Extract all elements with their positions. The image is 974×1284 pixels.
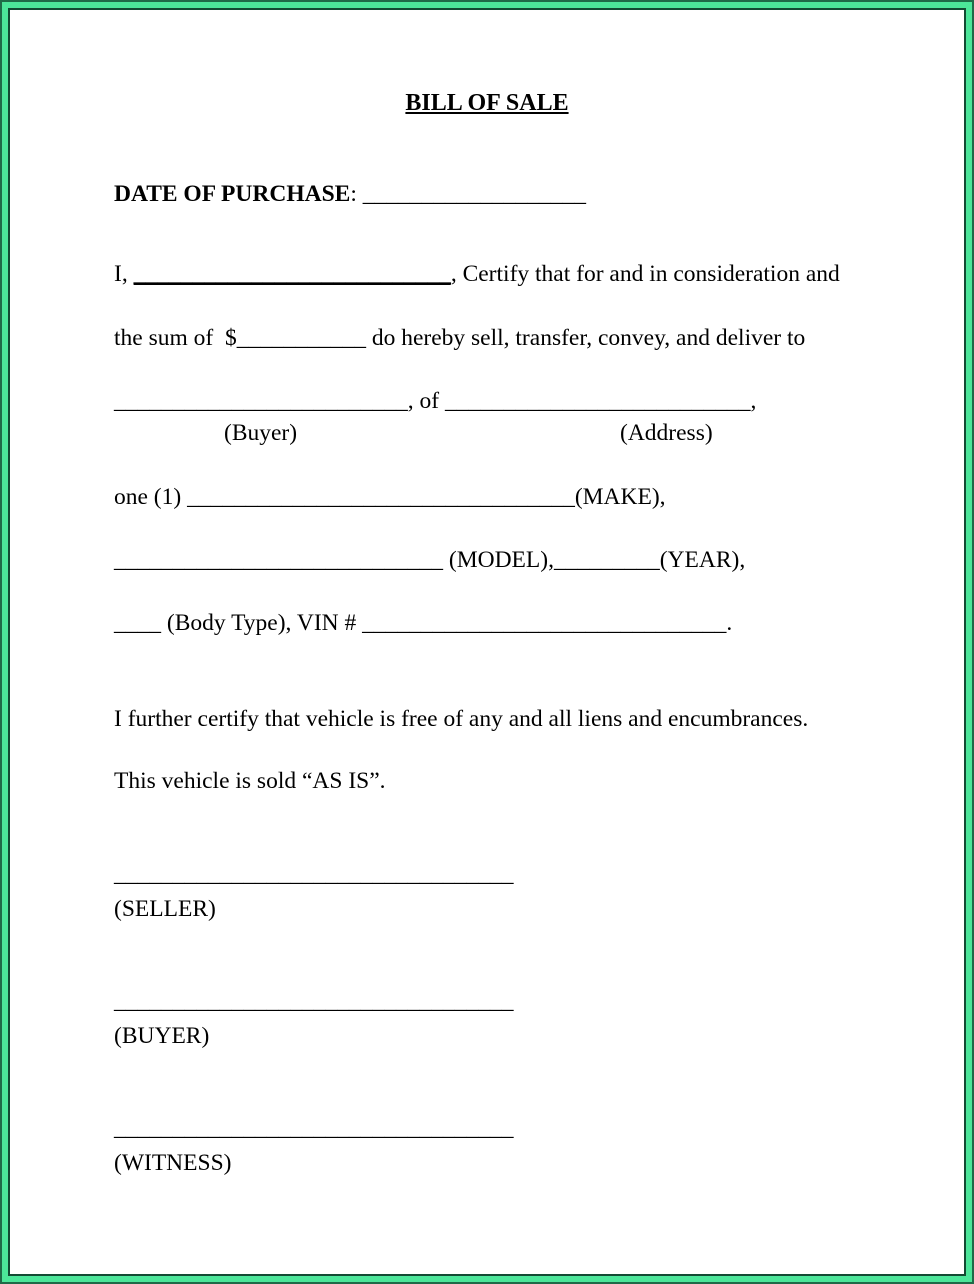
date-blank: : ___________________ <box>350 181 586 207</box>
seller-signature-line: __________________________________ <box>114 861 514 887</box>
liens-statement: I further certify that vehicle is free of any and all liens and encumbrances. <box>114 706 809 732</box>
sum-line: the sum of $___________ do hereby sell, transfer, convey, and deliver to <box>114 325 806 351</box>
as-is-statement: This vehicle is sold “AS IS”. <box>114 768 386 794</box>
witness-signature-line: __________________________________ <box>114 1115 514 1141</box>
frame-border <box>2 2 972 1282</box>
make-line: one (1) _________________________________(MAKE), <box>114 484 666 510</box>
frame-inner-border <box>8 8 966 1276</box>
witness-signature-label: (WITNESS) <box>114 1150 232 1176</box>
buyer-address-line: _________________________, of __________________________, <box>114 388 757 414</box>
certify-text: , Certify that for and in consideration and <box>450 261 840 287</box>
buyer-caption: (Buyer) <box>224 420 298 446</box>
body-vin-line: ____ (Body Type), VIN # _______________________________. <box>114 610 733 636</box>
document-page <box>10 10 964 1274</box>
date-of-purchase-line <box>114 180 586 208</box>
document-title: BILL OF SALE <box>405 90 569 116</box>
certify-line <box>114 260 840 288</box>
buyer-signature-line: __________________________________ <box>114 988 514 1014</box>
seller-signature-label: (SELLER) <box>114 896 216 922</box>
certify-prefix: I, <box>114 261 134 287</box>
address-caption: (Address) <box>620 420 713 446</box>
buyer-signature-label: (BUYER) <box>114 1023 210 1049</box>
model-year-line: ____________________________ (MODEL),_________(YEAR), <box>114 547 746 573</box>
date-label: DATE OF PURCHASE <box>114 181 351 207</box>
seller-name-blank: ___________________________ <box>133 261 451 287</box>
